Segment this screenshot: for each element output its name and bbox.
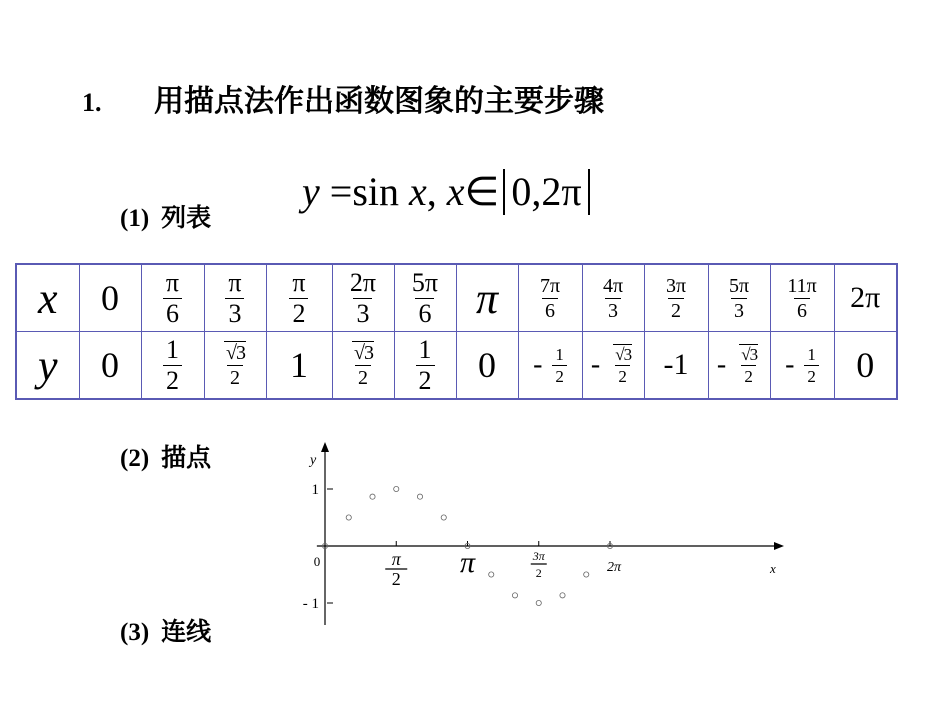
- data-point: [417, 494, 422, 499]
- x-cell: [141, 264, 204, 332]
- step-3-text: 连线: [161, 617, 212, 646]
- x-axis-label: x: [770, 561, 776, 576]
- x-cell: [582, 264, 644, 332]
- step-2-text: 描点: [161, 443, 212, 472]
- y-value: 0: [856, 345, 875, 385]
- y-value-fraction: √ $\frac{3}{2}$: [610, 346, 635, 385]
- data-point: [536, 600, 541, 605]
- data-point: [441, 515, 446, 520]
- step-2-number: (2): [120, 445, 150, 472]
- formula-x: x: [409, 169, 427, 214]
- x-value-fraction: $\frac{5\pi}{3}$: [728, 274, 750, 322]
- y-label-cell: [16, 332, 79, 400]
- x-cell: [770, 264, 834, 332]
- x-value-fraction: $\frac{\pi}{2}$: [289, 270, 308, 327]
- x-tick-label: 2π: [606, 560, 622, 575]
- y-cell: [394, 332, 456, 400]
- y-tick-label: 1: [311, 482, 319, 498]
- y-cell: - √ $\frac{3}{2}$: [582, 332, 644, 400]
- x-cell: [394, 264, 456, 332]
- x-tick-label: 0: [313, 554, 321, 569]
- heading-number: 1.: [82, 88, 102, 117]
- y-value-fraction: $\frac{1}{2}$: [552, 346, 567, 385]
- y-cell: [834, 332, 897, 400]
- function-formula: [302, 168, 590, 215]
- x-value: π: [475, 273, 499, 323]
- x-value-fraction: $\frac{3\pi}{2}$: [665, 274, 687, 322]
- x-cell: [708, 264, 770, 332]
- x-label: x: [37, 273, 58, 323]
- step-3-number: (3): [120, 619, 150, 646]
- x-tick-label-numerator: 3π: [532, 549, 545, 563]
- x-value-fraction: $\frac{7\pi}{6}$: [539, 274, 561, 322]
- x-value: 2π: [850, 281, 881, 314]
- main-heading: [82, 82, 604, 123]
- data-point: [489, 572, 494, 577]
- data-point: [370, 494, 375, 499]
- step-1: [120, 198, 211, 234]
- y-cell: - √ $\frac{3}{2}$: [708, 332, 770, 400]
- y-cell: - $\frac{1}{2}$: [518, 332, 582, 400]
- x-tick-label: π: [459, 546, 476, 579]
- y-cell: [266, 332, 332, 400]
- y-value-fraction: √ $\frac{3}{2}$: [221, 343, 249, 388]
- x-cell: [204, 264, 266, 332]
- x-value-fraction: $\frac{\pi}{3}$: [225, 270, 244, 327]
- y-cell: [456, 332, 518, 400]
- x-tick-label-denominator: 2: [535, 566, 542, 580]
- x-cell: [456, 264, 518, 332]
- y-cell: [141, 332, 204, 400]
- y-cell: [644, 332, 708, 400]
- formula-y: y: [302, 169, 320, 214]
- y-value-fraction: $\frac{1}{2}$: [416, 337, 435, 394]
- x-tick-label-numerator: π: [391, 549, 401, 569]
- x-value: 0: [101, 278, 119, 318]
- x-label-cell: [16, 264, 79, 332]
- x-tick-label-denominator: 2: [391, 569, 401, 589]
- y-axis-label: y: [310, 453, 317, 468]
- x-cell: [332, 264, 394, 332]
- step-1-number: (1): [120, 205, 150, 232]
- sine-point-plot: [180, 440, 790, 635]
- y-tick-label: - 1: [302, 596, 319, 612]
- y-label: y: [37, 340, 58, 390]
- x-cell: [79, 264, 141, 332]
- heading-text: 用描点法作出函数图象的主要步骤: [154, 84, 604, 119]
- y-value-fraction: √ $\frac{3}{2}$: [736, 346, 761, 385]
- formula-in: ∈: [464, 169, 500, 214]
- data-point: [560, 593, 565, 598]
- x-value-fraction: $\frac{4\pi}{3}$: [602, 274, 624, 322]
- y-row: [16, 332, 897, 400]
- y-cell: - $\frac{1}{2}$: [770, 332, 834, 400]
- x-value-fraction: $\frac{11\pi}{6}$: [787, 274, 817, 322]
- step-1-text: 列表: [161, 203, 212, 232]
- formula-comma: ,: [426, 169, 447, 214]
- x-axis-arrow: [774, 542, 784, 550]
- value-table: [15, 263, 898, 400]
- x-cell: [834, 264, 897, 332]
- x-row: [16, 264, 897, 332]
- y-value: 0: [101, 345, 119, 385]
- formula-interval: 0,2π: [503, 169, 589, 215]
- plot-axes: [308, 442, 784, 625]
- data-point: [584, 572, 589, 577]
- data-point: [394, 486, 399, 491]
- y-value: -1: [663, 348, 689, 381]
- x-cell: [266, 264, 332, 332]
- plot-ticks: [303, 482, 622, 612]
- y-value-fraction: $\frac{1}{2}$: [804, 346, 819, 385]
- x-value-fraction: $\frac{\pi}{6}$: [163, 270, 182, 327]
- data-point: [346, 515, 351, 520]
- x-cell: [644, 264, 708, 332]
- y-cell: [204, 332, 266, 400]
- y-cell: [79, 332, 141, 400]
- y-value: 1: [290, 345, 308, 385]
- formula-x2: x: [446, 169, 465, 214]
- x-value-fraction: $\frac{2\pi}{3}$: [349, 267, 377, 328]
- y-value-fraction: √ $\frac{3}{2}$: [349, 343, 377, 388]
- y-value-fraction: $\frac{1}{2}$: [163, 337, 182, 394]
- data-point: [512, 593, 517, 598]
- x-cell: [518, 264, 582, 332]
- y-axis-arrow: [321, 442, 329, 452]
- x-value-fraction: $\frac{5\pi}{6}$: [411, 267, 439, 328]
- y-value: 0: [478, 345, 496, 385]
- y-cell: [332, 332, 394, 400]
- formula-eq: =sin: [319, 169, 410, 214]
